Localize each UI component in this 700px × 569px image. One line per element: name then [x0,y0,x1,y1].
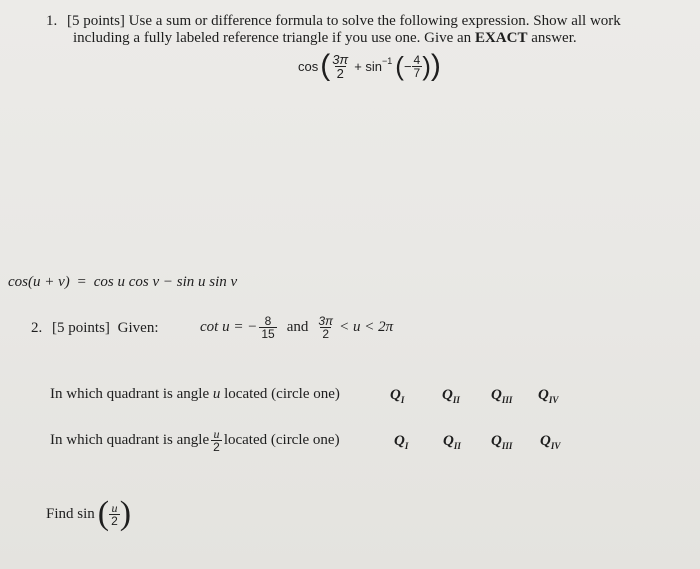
range-frac-3pi-over-2 [316,315,335,340]
cot-frac-numerator: 8 [264,313,272,328]
expr-frac2-denominator: 7 [413,65,421,80]
q1-option-iii[interactable] [491,386,512,405]
expr-inverse-sup: −1 [382,56,393,66]
expr-frac2-numerator: 4 [413,52,421,67]
q1-iii-sub: III [501,395,513,405]
quadrant-q1-text-2: located (circle one) [224,386,340,402]
quadrant-q2-frac-numerator: u [213,426,220,441]
expr-plus-sin: + sin [354,58,383,74]
q1-i-q: Q [390,387,401,403]
q1-i-sub: I [400,395,405,405]
problem-1-points: [5 points] [67,13,125,29]
find-label: Find sin [46,505,95,522]
range-frac-denominator: 2 [322,326,330,341]
q2-option-i[interactable] [394,432,408,451]
expr-frac1-denominator: 2 [336,65,344,81]
quadrant-question-u-over-2 [50,420,340,460]
q1-option-i[interactable] [390,386,404,405]
q1-ii-sub: II [452,395,460,405]
range-rest: < u < 2π [339,318,394,335]
expr-negative: − [403,58,412,74]
q1-option-ii[interactable] [442,386,460,405]
find-frac [109,502,120,527]
quadrant-q2-frac-denominator: 2 [213,439,220,454]
q1-iv-sub: IV [548,395,559,405]
q2-iii-q: Q [491,433,502,449]
range-frac-numerator: 3π [318,313,334,328]
expr-inner-paren-close: ) [422,51,431,81]
q2-ii-sub: II [453,441,461,451]
problem-2-given-expression [200,307,393,347]
q2-i-q: Q [394,433,405,449]
q2-option-iv[interactable] [540,432,560,451]
formula-equals: = [77,274,86,290]
sum-formula [8,274,237,291]
q2-ii-q: Q [443,433,454,449]
find-paren-open: ( [97,495,110,532]
problem-2-given: Given: [117,320,159,336]
given-and: and [286,318,309,335]
problem-2-number: 2. [31,320,43,336]
formula-lhs: cos(u + v) [8,274,70,290]
find-sin-u-over-2 [46,492,131,536]
q2-option-ii[interactable] [443,432,461,451]
cot-lhs: cot u = − [200,318,258,335]
formula-rhs: cos u cos v − sin u sin v [93,274,238,290]
problem-1-line-1 [46,13,621,30]
expr-frac-4-over-7 [412,54,423,79]
expr-outer-paren-open: ( [320,49,331,82]
q2-option-iii[interactable] [491,432,512,451]
q2-i-sub: I [404,441,409,451]
q1-iv-q: Q [538,387,549,403]
quadrant-q2-text-1: In which quadrant is angle [50,431,210,448]
cot-frac-8-over-15 [259,315,276,340]
problem-1-line-2 [73,30,577,47]
problem-1-instructions-1: Use a sum or difference formula to solve the following expression. Show all work [128,13,621,29]
q2-iii-sub: III [501,441,513,451]
q1-iii-q: Q [491,387,502,403]
problem-1-instructions-3: answer. [531,30,577,46]
expr-frac1-numerator: 3π [332,51,349,67]
find-frac-numerator: u [111,500,118,515]
q2-iv-sub: IV [550,441,561,451]
expr-outer-paren-close: ) [430,49,441,82]
find-frac-denominator: 2 [111,513,118,528]
find-paren-close: ) [119,495,132,532]
expr-frac-3pi-over-2 [330,53,350,80]
problem-2-points: [5 points] [52,320,110,336]
q1-ii-q: Q [442,387,453,403]
problem-1-exact: EXACT [474,30,528,46]
quadrant-q2-text-2: located (circle one) [223,431,340,448]
problem-1-instructions-2: including a fully labeled reference triangle if you use one. Give an [73,30,472,46]
q2-iv-q: Q [540,433,551,449]
cot-frac-denominator: 15 [261,326,275,341]
expr-inner-paren-open: ( [395,51,404,81]
problem-1-expression [298,46,441,86]
quadrant-q1-var: u [212,386,221,402]
quadrant-question-u [50,386,340,403]
q1-option-iv[interactable] [538,386,558,405]
quadrant-q2-frac [211,428,222,453]
expr-cos: cos [298,58,319,74]
problem-2-header [31,320,159,337]
problem-1-number: 1. [46,13,58,29]
quadrant-q1-text-1: In which quadrant is angle [50,386,210,402]
